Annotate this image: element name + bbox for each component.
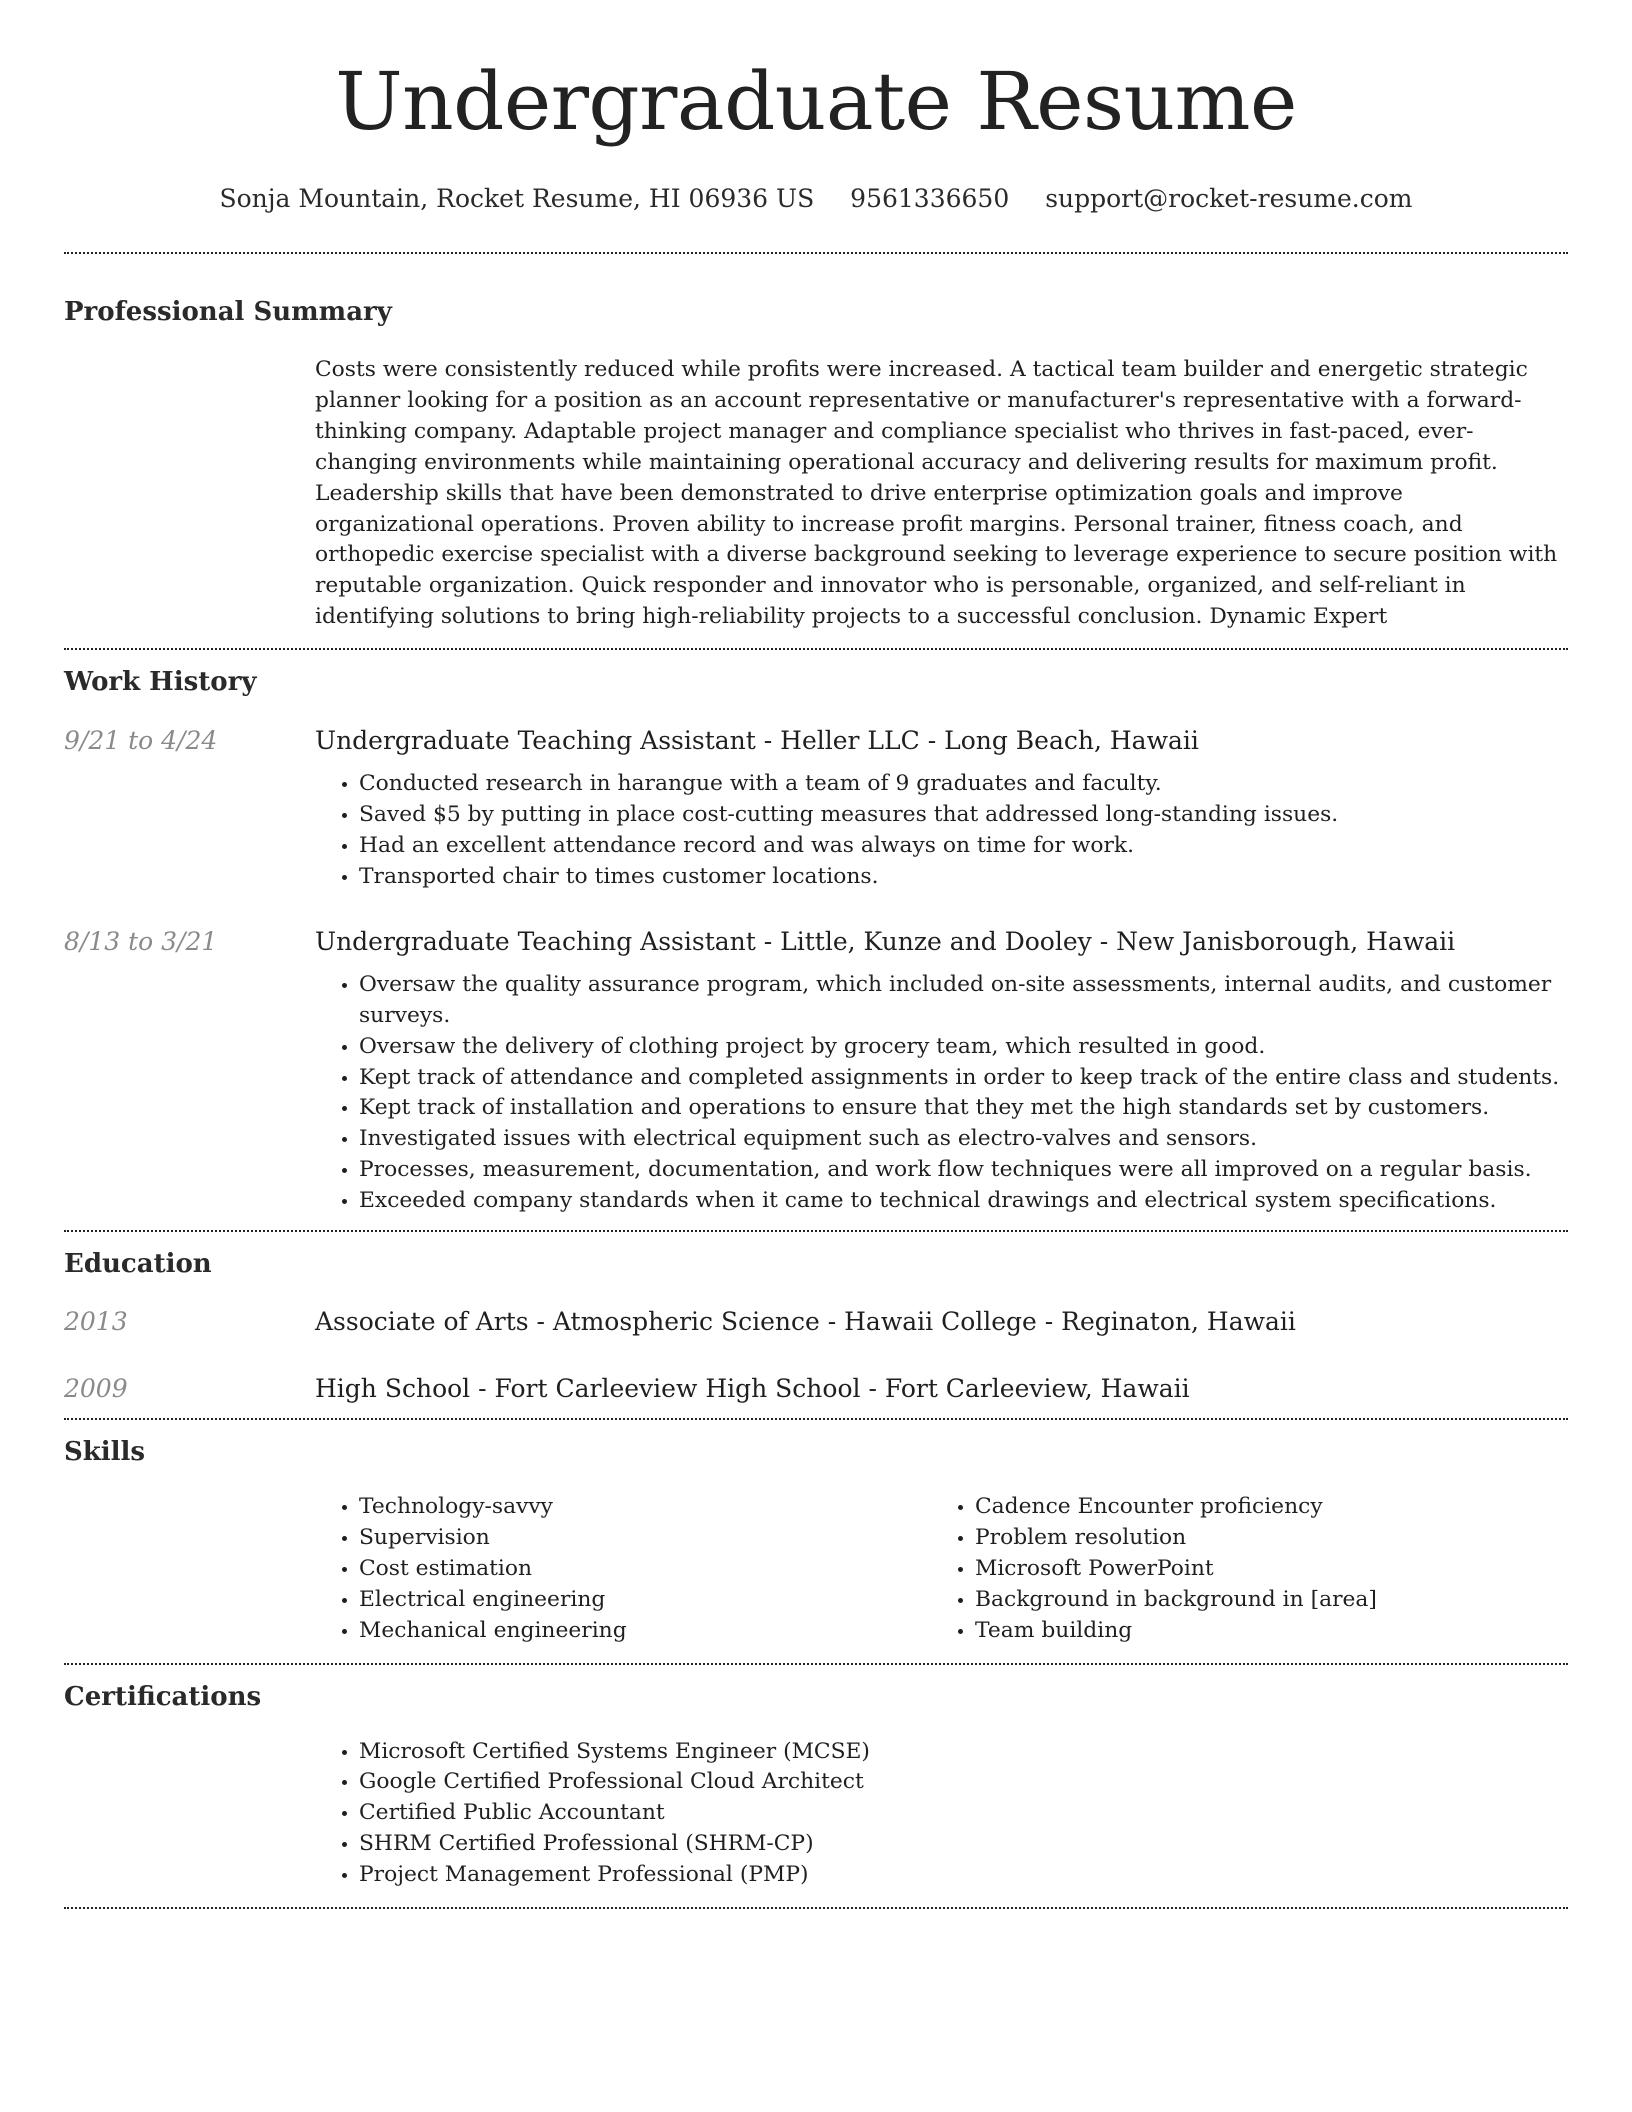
job-bullet: • Kept track of installation and operations to ensure that they met the high standards set by customers. <box>359 1093 1568 1124</box>
job-bullet: • Oversaw the delivery of clothing project by grocery team, which resulted in good. <box>359 1032 1568 1063</box>
education-year: 2009 <box>64 1374 128 1404</box>
education-entry <box>64 1372 1568 1418</box>
job-entry <box>64 724 1568 758</box>
work-history-section <box>64 650 1568 1230</box>
job-bullet: • Conducted research in harangue with a team of 9 graduates and faculty. <box>359 769 1568 800</box>
education-heading: Associate of Arts - Atmospheric Science - Hawaii College - Reginaton, Hawaii <box>315 1307 1296 1337</box>
job-heading: Undergraduate Teaching Assistant - Little, Kunze and Dooley - New Janisborough, Hawaii <box>315 926 1456 956</box>
certifications-section <box>64 1665 1568 1908</box>
certification-item: • Certified Public Accountant <box>359 1798 1568 1829</box>
skill-item: • Problem resolution <box>975 1523 1547 1554</box>
job-bullet: • Processes, measurement, documentation, and work flow techniques were all improved on a regular basis. <box>359 1155 1568 1186</box>
skill-item: • Cadence Encounter proficiency <box>975 1492 1547 1523</box>
resume-title: Undergraduate Resume <box>335 55 1297 148</box>
skill-item: • Technology-savvy <box>359 1492 931 1523</box>
summary-section <box>64 254 1568 648</box>
section-title-certifications: Certifications <box>64 1681 262 1712</box>
certification-item: • Project Management Professional (PMP) <box>359 1860 1568 1891</box>
job-bullets <box>315 970 1568 1217</box>
section-title-skills: Skills <box>64 1437 146 1468</box>
skills-column-left <box>315 1492 931 1647</box>
job-bullet: • Oversaw the quality assurance program, which included on-site assessments, internal audits, and customer surveys. <box>359 970 1568 1032</box>
skill-item: • Electrical engineering <box>359 1585 931 1616</box>
certification-item: • SHRM Certified Professional (SHRM-CP) <box>359 1829 1568 1860</box>
summary-text: Costs were consistently reduced while profits were increased. A tactical team builder and energetic strategic planner looking for a position as an account representative or manufacturer's representative with a forward-thinking company. Adaptable project manager and compliance specialist who thrives in fast-paced, ever-changing environments while maintaining operational accuracy and delivering results for maximum profit. Leadership skills that have been demonstrated to drive enterprise optimization goals and improve organizational operations. Proven ability to increase profit margins. Personal trainer, fitness coach, and orthopedic exercise specialist with a diverse background seeking to leverage experience to secure position with reputable organization. Quick responder and innovator who is personable, organized, and self-reliant in identifying solutions to bring high-reliability projects to a successful conclusion. Dynamic Expert <box>315 357 1558 630</box>
certification-item: • Google Certified Professional Cloud Architect <box>359 1767 1568 1798</box>
skills-list <box>931 1492 1547 1647</box>
job-bullet: • Kept track of attendance and completed assignments in order to keep track of the entire class and students. <box>359 1063 1568 1094</box>
skill-item: • Background in background in [area] <box>975 1585 1547 1616</box>
job-entry <box>64 925 1568 959</box>
job-bullet: • Had an excellent attendance record and was always on time for work. <box>359 831 1568 862</box>
job-bullet: • Transported chair to times customer locations. <box>359 862 1568 893</box>
job-dates: 9/21 to 4/24 <box>64 726 218 756</box>
contact-email: support@rocket-resume.com <box>1045 184 1413 213</box>
contact-phone: 9561336650 <box>850 184 1010 213</box>
education-year: 2013 <box>64 1307 128 1337</box>
job-dates: 8/13 to 3/21 <box>64 926 218 956</box>
job-bullets <box>315 769 1568 893</box>
resume-header <box>64 0 1568 216</box>
certification-item: • Microsoft Certified Systems Engineer (MCSE) <box>359 1737 1568 1768</box>
contact-line <box>64 182 1568 216</box>
skills-column-right <box>931 1492 1547 1647</box>
job-bullet: • Exceeded company standards when it came to technical drawings and electrical system specifications. <box>359 1186 1568 1217</box>
skills-list <box>315 1492 931 1647</box>
job-bullet: • Investigated issues with electrical equipment such as electro-valves and sensors. <box>359 1124 1568 1155</box>
education-entry <box>64 1305 1568 1339</box>
section-title-summary: Professional Summary <box>64 297 392 327</box>
section-title-work-history: Work History <box>64 667 257 698</box>
skill-item: • Cost estimation <box>359 1554 931 1585</box>
section-title-education: Education <box>64 1249 212 1280</box>
skill-item: • Supervision <box>359 1523 931 1554</box>
skills-grid <box>315 1492 1568 1663</box>
skill-item: • Mechanical engineering <box>359 1616 931 1647</box>
job-bullet: • Saved $5 by putting in place cost-cutting measures that addressed long-standing issues. <box>359 800 1568 831</box>
job-heading: Undergraduate Teaching Assistant - Heller LLC - Long Beach, Hawaii <box>315 726 1199 756</box>
section-divider <box>64 1907 1568 1909</box>
skill-item: • Team building <box>975 1616 1547 1647</box>
education-section <box>64 1232 1568 1418</box>
certifications-list <box>315 1737 1568 1892</box>
skills-section <box>64 1420 1568 1663</box>
contact-address: Sonja Mountain, Rocket Resume, HI 06936 US <box>219 184 815 213</box>
skill-item: • Microsoft PowerPoint <box>975 1554 1547 1585</box>
education-heading: High School - Fort Carleeview High School - Fort Carleeview, Hawaii <box>315 1374 1190 1404</box>
